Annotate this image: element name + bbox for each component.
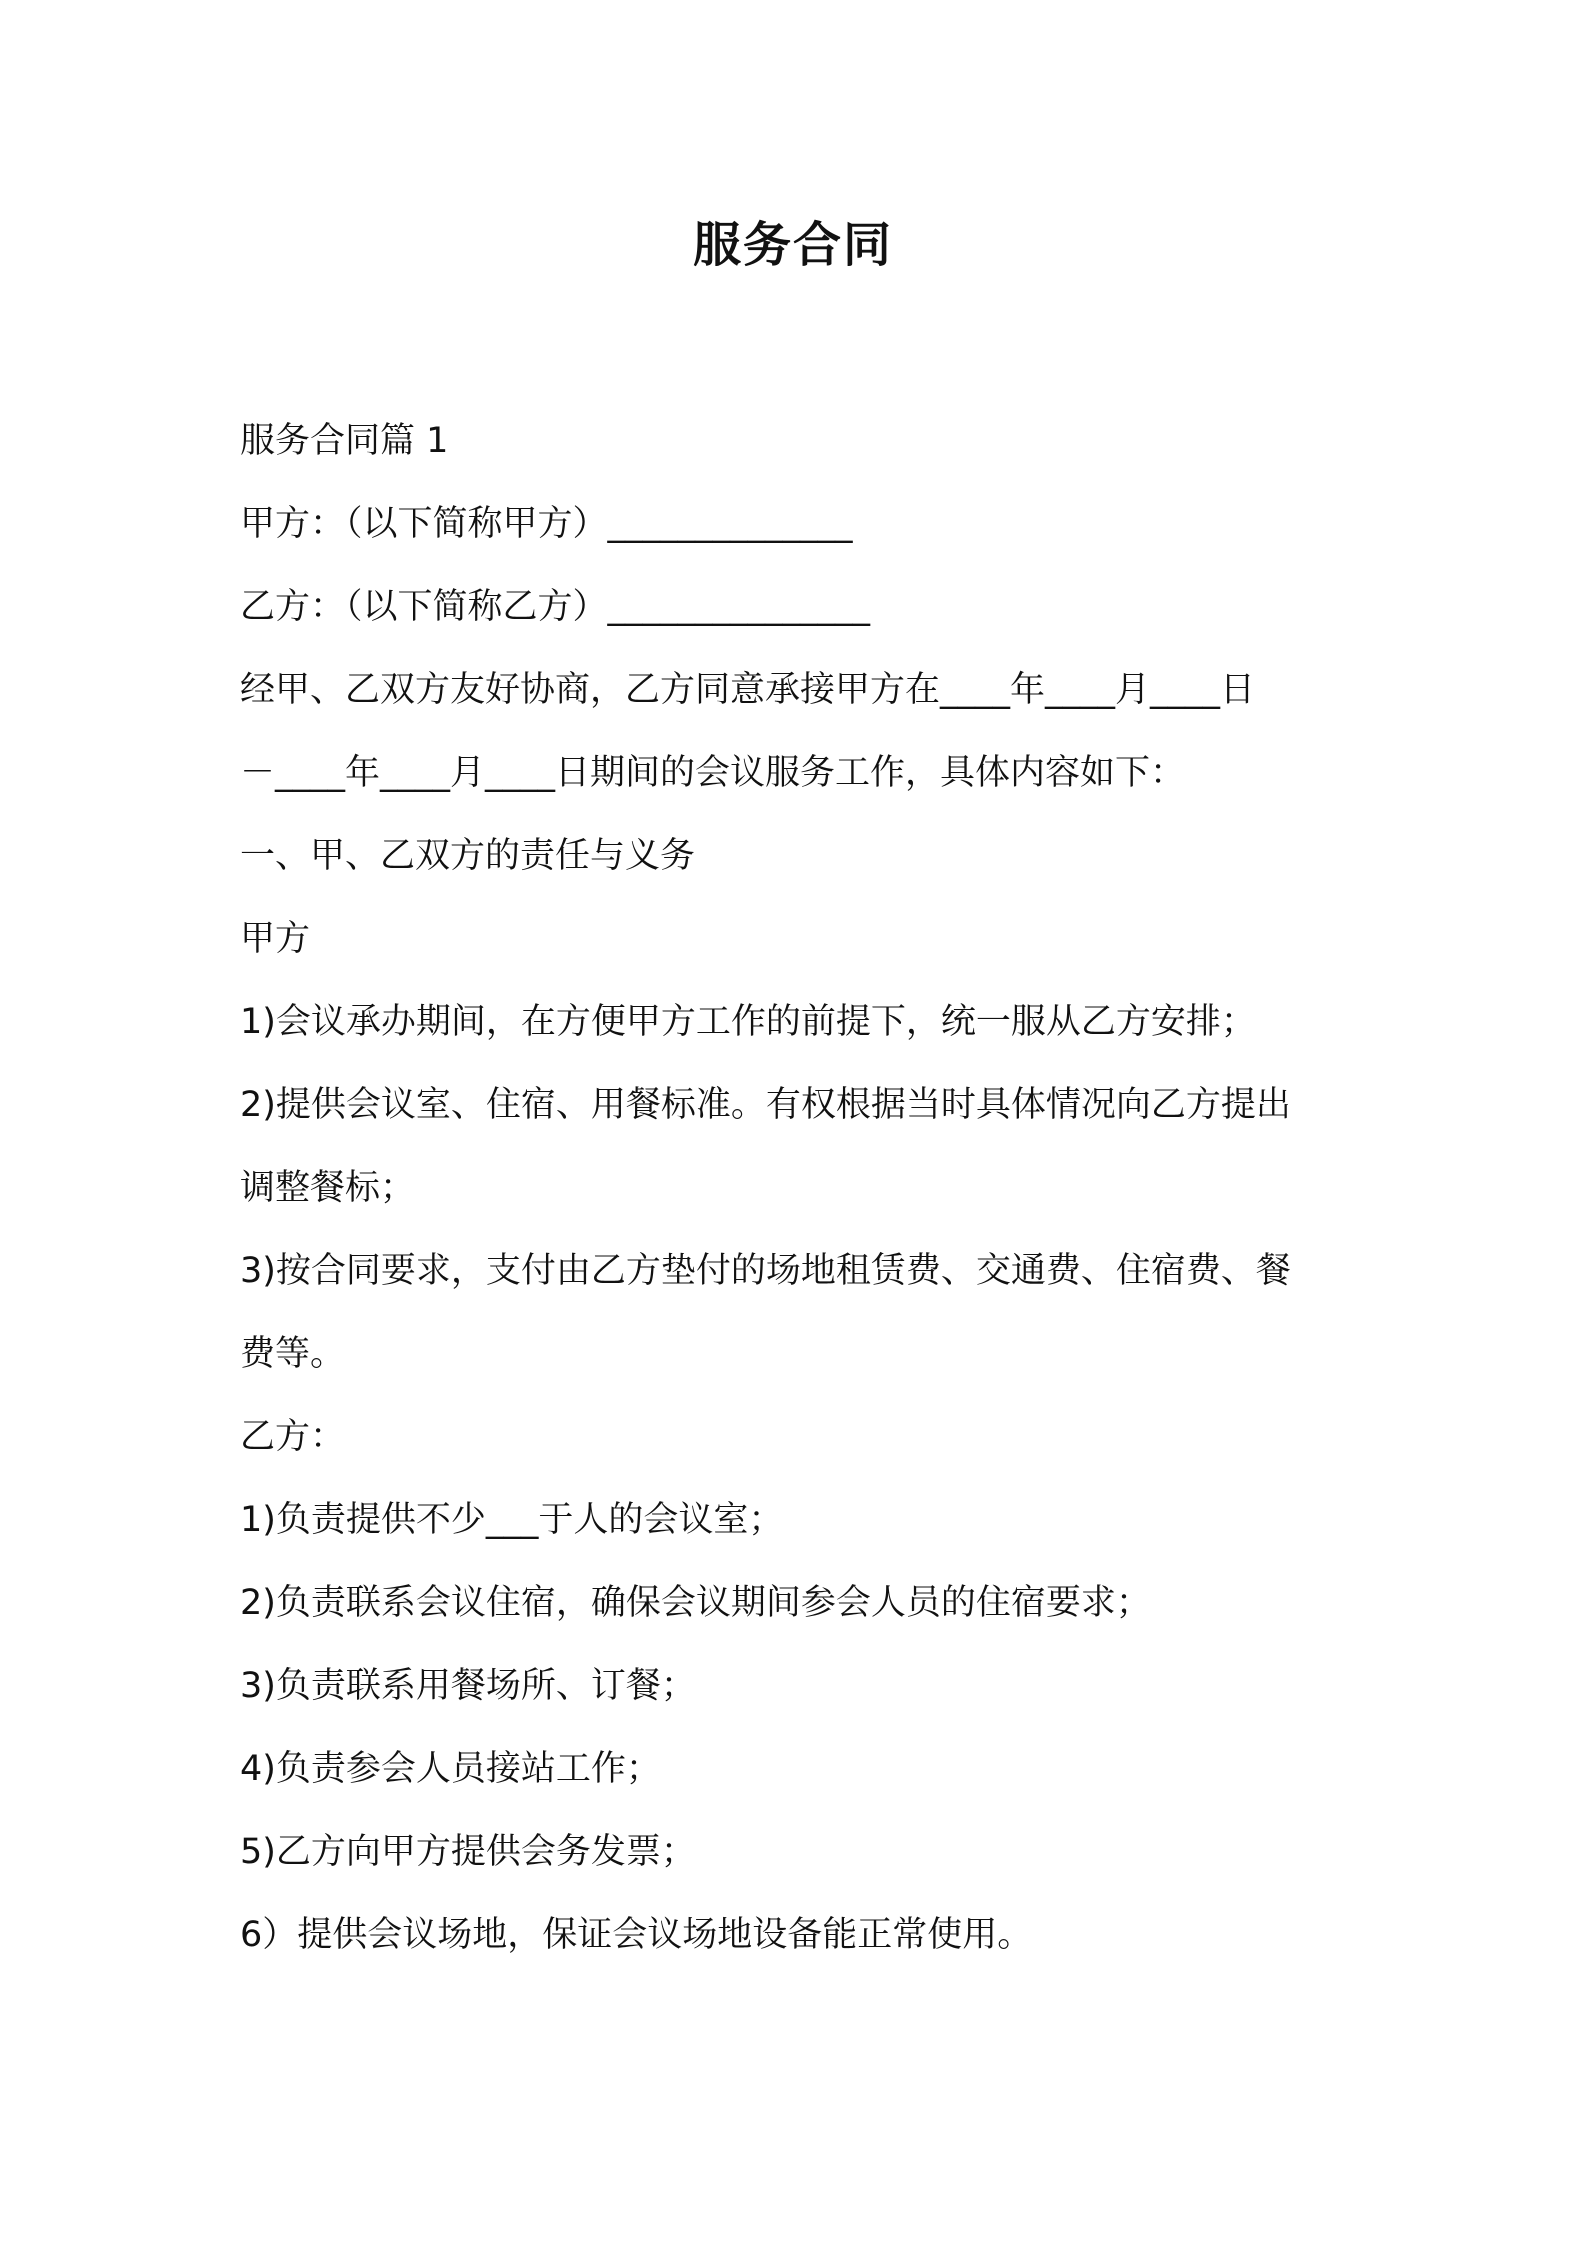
list-item: 2)提供会议室、住宿、用餐标准。有权根据当时具体情况向乙方提出: [240, 1085, 1291, 1125]
list-item: 3)负责联系用餐场所、订餐；: [240, 1666, 696, 1706]
list-item: 3)按合同要求，支付由乙方垫付的场地租赁费、交通费、住宿费、餐: [240, 1251, 1291, 1291]
party-b-line: 乙方：（以下简称乙方）_______________: [240, 587, 871, 627]
document-body: [240, 400, 1355, 1977]
paragraph-line: 经甲、乙双方友好协商，乙方同意承接甲方在____年____月____日: [240, 670, 1256, 710]
list-item: 2)负责联系会议住宿，确保会议期间参会人员的住宿要求；: [240, 1583, 1151, 1623]
list-item: 1)会议承办期间，在方便甲方工作的前提下，统一服从乙方安排；: [240, 1002, 1256, 1042]
list-item-continuation: 调整餐标；: [240, 1168, 416, 1208]
list-item: 6）提供会议场地，保证会议场地设备能正常使用。: [240, 1915, 1033, 1955]
document-title: 服务合同: [692, 217, 893, 273]
list-item: 1)负责提供不少___于人的会议室；: [240, 1500, 784, 1540]
section-heading: 服务合同篇 1: [240, 421, 449, 461]
paragraph-line: －____年____月____日期间的会议服务工作，具体内容如下：: [240, 753, 1186, 793]
party-a-line: 甲方：（以下简称甲方）______________: [240, 504, 853, 544]
list-item-continuation: 费等。: [240, 1334, 346, 1374]
list-item: 5)乙方向甲方提供会务发票；: [240, 1832, 696, 1872]
list-item: 4)负责参会人员接站工作；: [240, 1749, 661, 1789]
clause-heading: 一、甲、乙双方的责任与义务: [240, 836, 696, 876]
party-a-heading: 甲方: [240, 919, 311, 959]
party-b-heading: 乙方：: [240, 1417, 346, 1457]
